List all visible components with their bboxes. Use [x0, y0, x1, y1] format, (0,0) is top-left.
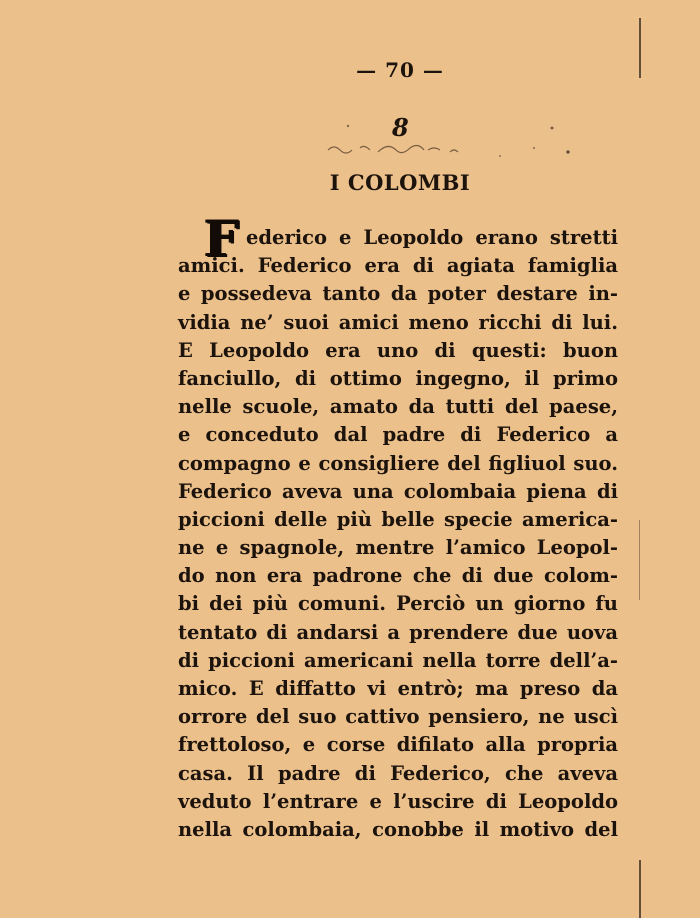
text-line: di piccioni americani nella torre dell’a- — [178, 648, 618, 672]
text-line: e possedeva tanto da poter destare in- — [178, 282, 618, 306]
text-line: Federico aveva una colombaia piena di — [178, 479, 618, 503]
handwritten-number: 8 — [392, 113, 409, 142]
page-number: — 70 — — [356, 58, 444, 82]
text-line: piccioni delle più belle specie america- — [178, 507, 618, 531]
page-edge-line-bottom — [639, 860, 641, 918]
chapter-title: I COLOMBI — [329, 170, 471, 195]
text-line: ne e spagnole, mentre l’amico Leopol- — [178, 536, 618, 560]
text-line: nelle scuole, amato da tutti del paese, — [178, 395, 618, 419]
text-line: frettoloso, e corse difilato alla propria — [178, 733, 618, 757]
text-line: nella colombaia, conobbe il motivo del — [178, 817, 618, 841]
text-line: compagno e consigliere del figliuol suo. — [178, 451, 618, 475]
text-line: vidia ne’ suoi amici meno ricchi di lui. — [178, 310, 618, 334]
text-line: orrore del suo cattivo pensiero, ne uscì — [178, 705, 618, 729]
text-line: do non era padrone che di due colom- — [178, 564, 618, 588]
drop-cap: F — [204, 209, 240, 268]
text-line: fanciullo, di ottimo ingegno, il primo — [178, 366, 618, 390]
text-line: tentato di andarsi a prendere due uova — [178, 620, 618, 644]
text-line: veduto l’entrare e l’uscire di Leopoldo — [178, 789, 618, 813]
text-line: casa. Il padre di Federico, che aveva — [178, 761, 618, 785]
text-line: amici. Federico era di agiata famiglia — [178, 254, 618, 278]
text-line: mico. E diffatto vi entrò; ma preso da — [178, 677, 618, 700]
page-edge-line-top — [639, 18, 641, 78]
text-line: ederico e Leopoldo erano stretti — [246, 226, 618, 249]
text-line: e conceduto dal padre di Federico a — [178, 423, 618, 447]
text-line: E Leopoldo era uno di questi: buon — [178, 338, 618, 362]
handwritten-annotation — [320, 112, 580, 172]
page-edge-line-middle — [639, 520, 640, 600]
text-line: bi dei più comuni. Perciò un giorno fu — [178, 592, 618, 616]
body-text — [178, 209, 618, 844]
